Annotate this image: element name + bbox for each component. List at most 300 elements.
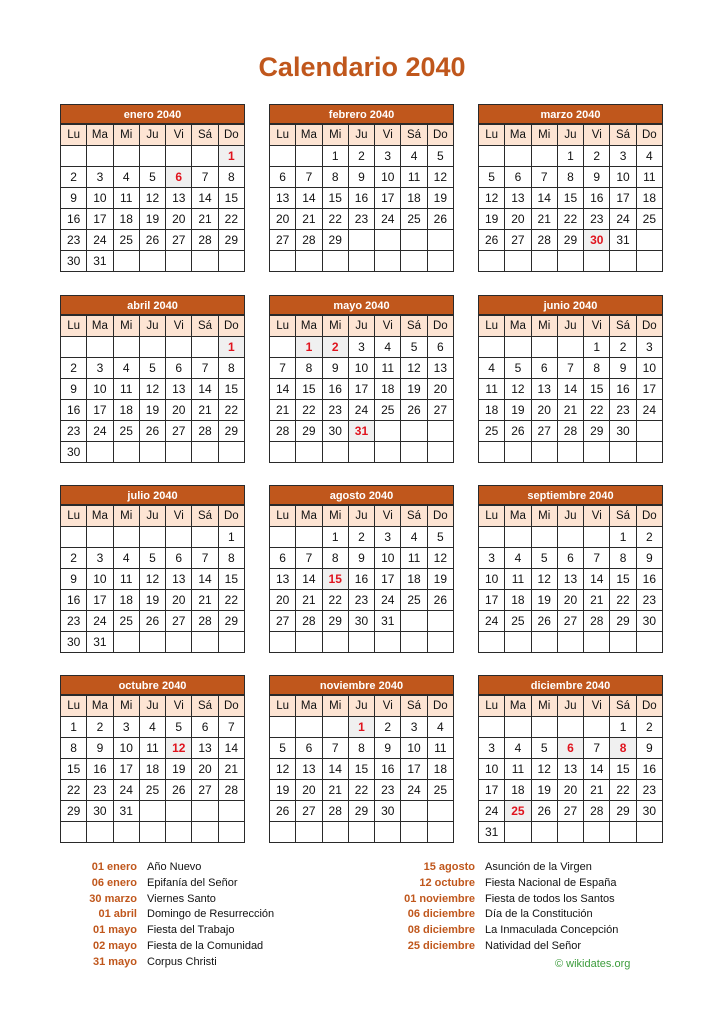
day-cell (139, 822, 165, 843)
day-cell: 18 (505, 780, 531, 801)
day-cell: 12 (139, 188, 165, 209)
day-cell: 2 (610, 337, 636, 358)
day-cell: 1 (61, 717, 87, 738)
day-cell: 16 (61, 400, 87, 421)
weekday-header: Ju (139, 316, 165, 337)
day-cell: 3 (87, 548, 113, 569)
day-cell: 16 (61, 590, 87, 611)
day-cell: 13 (192, 738, 218, 759)
day-cell: 18 (401, 569, 427, 590)
day-cell: 9 (61, 379, 87, 400)
weekday-header: Mi (531, 125, 557, 146)
weekday-header: Ju (139, 125, 165, 146)
holiday-date: 30 marzo (89, 892, 137, 905)
day-cell (584, 251, 610, 272)
day-cell: 27 (166, 230, 192, 251)
weekday-header: Mi (113, 316, 139, 337)
day-cell: 12 (479, 188, 505, 209)
day-cell: 19 (139, 590, 165, 611)
day-cell: 24 (401, 780, 427, 801)
day-cell (348, 230, 374, 251)
day-cell: 13 (270, 569, 296, 590)
day-cell: 10 (348, 358, 374, 379)
day-cell: 5 (139, 167, 165, 188)
day-cell: 13 (505, 188, 531, 209)
day-cell: 30 (636, 801, 662, 822)
weekday-header: Do (427, 506, 453, 527)
day-cell: 1 (322, 146, 348, 167)
day-cell: 10 (636, 358, 662, 379)
day-cell (296, 146, 322, 167)
day-cell: 20 (166, 400, 192, 421)
day-cell: 12 (139, 569, 165, 590)
weekday-header: Ju (348, 125, 374, 146)
day-cell (218, 251, 244, 272)
day-cell: 15 (322, 569, 348, 590)
weekday-header: Sá (401, 506, 427, 527)
day-cell (139, 251, 165, 272)
day-cell: 6 (505, 167, 531, 188)
holiday-name: Viernes Santo (147, 892, 216, 905)
day-cell: 20 (505, 209, 531, 230)
weekday-header: Mi (531, 316, 557, 337)
day-cell: 25 (636, 209, 662, 230)
day-cell: 9 (348, 167, 374, 188)
month-title: septiembre 2040 (478, 485, 663, 505)
day-cell: 24 (479, 611, 505, 632)
day-cell: 25 (113, 421, 139, 442)
weekday-header: Do (427, 696, 453, 717)
day-cell (531, 251, 557, 272)
day-cell: 3 (401, 717, 427, 738)
day-cell: 24 (375, 209, 401, 230)
day-cell (427, 632, 453, 653)
day-cell (531, 442, 557, 463)
day-cell: 3 (610, 146, 636, 167)
day-cell: 22 (218, 400, 244, 421)
day-cell: 21 (218, 759, 244, 780)
holiday-row (62, 892, 274, 908)
day-cell: 22 (322, 209, 348, 230)
day-cell (375, 632, 401, 653)
day-cell (505, 717, 531, 738)
day-cell (584, 632, 610, 653)
day-cell: 21 (557, 400, 583, 421)
day-cell: 19 (401, 379, 427, 400)
weekday-header: Ma (505, 125, 531, 146)
month-title: marzo 2040 (478, 104, 663, 124)
weekday-header: Do (636, 696, 662, 717)
day-cell: 20 (166, 590, 192, 611)
day-cell: 5 (270, 738, 296, 759)
day-cell: 3 (636, 337, 662, 358)
day-cell (505, 632, 531, 653)
day-cell: 8 (322, 167, 348, 188)
day-cell (479, 251, 505, 272)
holiday-date: 31 mayo (92, 955, 137, 968)
day-cell (87, 337, 113, 358)
holiday-list-left (62, 860, 274, 971)
day-cell: 6 (166, 167, 192, 188)
day-cell: 1 (610, 527, 636, 548)
weekday-header: Sá (610, 125, 636, 146)
day-cell (505, 251, 531, 272)
day-cell: 20 (531, 400, 557, 421)
month-title: febrero 2040 (269, 104, 454, 124)
day-cell: 15 (348, 759, 374, 780)
day-cell: 30 (584, 230, 610, 251)
day-cell: 14 (192, 188, 218, 209)
day-cell: 26 (531, 611, 557, 632)
day-cell: 26 (139, 611, 165, 632)
day-cell: 18 (113, 209, 139, 230)
day-cell: 14 (192, 569, 218, 590)
weekday-header: Lu (61, 506, 87, 527)
day-cell: 26 (505, 421, 531, 442)
day-cell: 17 (113, 759, 139, 780)
weekday-header: Vi (584, 696, 610, 717)
weekday-header: Ju (348, 316, 374, 337)
day-cell: 30 (636, 611, 662, 632)
day-cell: 10 (479, 569, 505, 590)
weekday-header: Do (218, 316, 244, 337)
day-cell: 1 (218, 337, 244, 358)
day-cell: 15 (218, 188, 244, 209)
day-cell: 21 (584, 780, 610, 801)
day-cell: 25 (427, 780, 453, 801)
day-cell (479, 527, 505, 548)
weekday-header: Ma (87, 125, 113, 146)
day-cell: 4 (113, 548, 139, 569)
day-cell (270, 442, 296, 463)
month-title: diciembre 2040 (478, 675, 663, 695)
day-cell: 19 (139, 400, 165, 421)
holiday-row (395, 939, 618, 955)
day-cell: 22 (296, 400, 322, 421)
day-cell: 13 (557, 759, 583, 780)
day-cell: 22 (322, 590, 348, 611)
day-cell: 11 (636, 167, 662, 188)
holiday-date: 01 noviembre (404, 892, 475, 905)
weekday-header: Sá (401, 696, 427, 717)
day-cell: 13 (557, 569, 583, 590)
day-cell: 28 (296, 230, 322, 251)
day-cell: 9 (610, 358, 636, 379)
day-cell: 22 (584, 400, 610, 421)
day-cell (296, 717, 322, 738)
day-cell: 23 (636, 590, 662, 611)
weekday-header: Vi (166, 506, 192, 527)
day-cell (270, 146, 296, 167)
day-cell: 19 (427, 569, 453, 590)
day-cell: 16 (636, 569, 662, 590)
day-cell: 15 (218, 379, 244, 400)
weekday-header: Lu (61, 316, 87, 337)
day-cell: 26 (401, 400, 427, 421)
day-cell: 17 (636, 379, 662, 400)
day-cell (61, 146, 87, 167)
day-cell: 27 (270, 611, 296, 632)
day-cell: 9 (322, 358, 348, 379)
holiday-name: Día de la Constitución (485, 908, 593, 921)
day-cell (401, 632, 427, 653)
day-cell: 15 (610, 759, 636, 780)
day-cell (610, 251, 636, 272)
day-cell: 5 (139, 548, 165, 569)
month-calendar (269, 485, 454, 653)
day-cell (427, 230, 453, 251)
day-cell: 8 (218, 548, 244, 569)
day-cell: 7 (557, 358, 583, 379)
day-cell (531, 632, 557, 653)
holiday-row (395, 892, 618, 908)
day-cell (427, 251, 453, 272)
day-cell: 30 (61, 442, 87, 463)
day-cell (531, 337, 557, 358)
day-cell: 20 (557, 780, 583, 801)
day-cell (166, 801, 192, 822)
day-cell: 12 (270, 759, 296, 780)
day-cell: 23 (61, 611, 87, 632)
weekday-header: Do (636, 316, 662, 337)
day-cell (375, 822, 401, 843)
day-cell: 28 (531, 230, 557, 251)
day-cell: 25 (479, 421, 505, 442)
day-cell: 12 (139, 379, 165, 400)
day-cell (401, 230, 427, 251)
day-cell: 14 (584, 569, 610, 590)
weekday-header: Ma (296, 506, 322, 527)
weekday-header: Vi (375, 125, 401, 146)
day-cell: 20 (296, 780, 322, 801)
day-cell: 6 (166, 358, 192, 379)
weekday-header: Ma (505, 316, 531, 337)
holiday-row (62, 876, 274, 892)
day-cell: 5 (505, 358, 531, 379)
day-cell: 28 (192, 230, 218, 251)
weekday-header: Ma (505, 506, 531, 527)
day-cell (636, 632, 662, 653)
day-cell: 5 (427, 146, 453, 167)
day-cell: 24 (113, 780, 139, 801)
day-cell: 18 (375, 379, 401, 400)
day-cell: 9 (375, 738, 401, 759)
day-cell (636, 822, 662, 843)
day-cell: 30 (375, 801, 401, 822)
day-cell: 5 (427, 527, 453, 548)
day-cell: 28 (584, 611, 610, 632)
day-cell: 23 (348, 209, 374, 230)
day-cell (610, 822, 636, 843)
day-cell (87, 822, 113, 843)
month-title: octubre 2040 (60, 675, 245, 695)
day-cell: 3 (113, 717, 139, 738)
day-cell: 1 (584, 337, 610, 358)
day-cell: 26 (139, 421, 165, 442)
day-cell: 20 (557, 590, 583, 611)
day-cell (401, 822, 427, 843)
month-title: agosto 2040 (269, 485, 454, 505)
day-cell (218, 822, 244, 843)
weekday-header: Mi (113, 696, 139, 717)
weekday-header: Lu (61, 696, 87, 717)
day-cell: 24 (479, 801, 505, 822)
day-cell: 29 (218, 611, 244, 632)
day-cell: 29 (322, 230, 348, 251)
weekday-header: Ju (139, 696, 165, 717)
day-cell (192, 822, 218, 843)
day-cell (401, 421, 427, 442)
credit-text: © wikidates.org (555, 958, 631, 970)
day-cell (166, 251, 192, 272)
day-cell (113, 251, 139, 272)
day-cell: 31 (113, 801, 139, 822)
day-cell: 30 (61, 251, 87, 272)
day-cell: 17 (479, 590, 505, 611)
day-cell: 25 (401, 590, 427, 611)
day-cell: 30 (322, 421, 348, 442)
weekday-header: Do (218, 125, 244, 146)
day-cell (505, 527, 531, 548)
day-cell (505, 146, 531, 167)
day-cell (479, 337, 505, 358)
day-cell (296, 632, 322, 653)
month-calendar (60, 104, 245, 272)
holiday-row (395, 860, 618, 876)
weekday-header: Sá (401, 316, 427, 337)
day-cell: 25 (375, 400, 401, 421)
day-cell: 21 (192, 590, 218, 611)
day-cell: 16 (61, 209, 87, 230)
day-cell (296, 442, 322, 463)
day-cell (192, 146, 218, 167)
day-cell: 8 (610, 738, 636, 759)
day-cell: 12 (427, 548, 453, 569)
day-cell: 13 (166, 379, 192, 400)
day-cell (87, 146, 113, 167)
weekday-header: Mi (531, 696, 557, 717)
weekday-header: Lu (270, 506, 296, 527)
day-cell: 28 (322, 801, 348, 822)
day-cell: 26 (427, 590, 453, 611)
day-cell: 2 (636, 717, 662, 738)
day-cell: 11 (113, 379, 139, 400)
day-cell: 11 (139, 738, 165, 759)
day-cell (531, 527, 557, 548)
day-cell (557, 527, 583, 548)
weekday-header: Do (218, 506, 244, 527)
day-cell: 6 (296, 738, 322, 759)
weekday-header: Ma (505, 696, 531, 717)
day-cell: 18 (479, 400, 505, 421)
day-cell (166, 527, 192, 548)
weekday-header: Vi (166, 696, 192, 717)
day-cell: 10 (113, 738, 139, 759)
day-cell: 11 (505, 569, 531, 590)
day-cell: 14 (296, 188, 322, 209)
day-cell (557, 337, 583, 358)
day-cell: 1 (348, 717, 374, 738)
day-cell: 10 (87, 569, 113, 590)
weekday-header: Lu (270, 696, 296, 717)
day-cell: 21 (322, 780, 348, 801)
day-cell (479, 632, 505, 653)
day-cell: 6 (270, 167, 296, 188)
day-cell (505, 337, 531, 358)
day-cell: 19 (270, 780, 296, 801)
weekday-header: Do (218, 696, 244, 717)
day-cell: 18 (505, 590, 531, 611)
day-cell: 4 (139, 717, 165, 738)
day-cell: 13 (296, 759, 322, 780)
day-cell: 12 (427, 167, 453, 188)
day-cell (218, 442, 244, 463)
holiday-date: 01 mayo (92, 924, 137, 937)
day-cell (610, 442, 636, 463)
weekday-header: Lu (270, 316, 296, 337)
day-cell: 9 (61, 188, 87, 209)
weekday-header: Lu (479, 506, 505, 527)
weekday-header: Sá (610, 696, 636, 717)
day-cell: 9 (584, 167, 610, 188)
holiday-row (395, 923, 618, 939)
day-cell: 29 (557, 230, 583, 251)
day-cell (636, 230, 662, 251)
day-cell (636, 251, 662, 272)
day-cell: 14 (270, 379, 296, 400)
day-cell: 10 (375, 548, 401, 569)
day-cell: 26 (270, 801, 296, 822)
day-cell: 27 (192, 780, 218, 801)
day-cell: 16 (322, 379, 348, 400)
day-cell (584, 717, 610, 738)
day-cell: 15 (322, 188, 348, 209)
day-cell: 13 (531, 379, 557, 400)
weekday-header: Lu (479, 125, 505, 146)
day-cell: 18 (636, 188, 662, 209)
holiday-date: 06 enero (91, 876, 137, 889)
day-cell: 18 (113, 400, 139, 421)
day-cell (557, 717, 583, 738)
day-cell: 25 (505, 611, 531, 632)
day-cell: 3 (375, 146, 401, 167)
month-calendar (478, 675, 663, 843)
day-cell (322, 717, 348, 738)
day-cell: 24 (348, 400, 374, 421)
day-cell: 12 (401, 358, 427, 379)
day-cell (113, 822, 139, 843)
weekday-header: Do (427, 125, 453, 146)
day-cell: 21 (270, 400, 296, 421)
day-cell (401, 801, 427, 822)
holiday-date: 15 agosto (423, 861, 475, 873)
day-cell: 10 (87, 379, 113, 400)
day-cell: 21 (584, 590, 610, 611)
weekday-header: Vi (166, 316, 192, 337)
holiday-name: Natividad del Señor (485, 939, 582, 952)
day-cell: 30 (87, 801, 113, 822)
day-cell (113, 632, 139, 653)
day-cell (192, 527, 218, 548)
weekday-header: Lu (479, 316, 505, 337)
day-cell (427, 801, 453, 822)
month-title: julio 2040 (60, 485, 245, 505)
holiday-name: Asunción de la Virgen (485, 861, 592, 873)
day-cell: 13 (270, 188, 296, 209)
day-cell (87, 442, 113, 463)
day-cell: 17 (401, 759, 427, 780)
day-cell (61, 822, 87, 843)
